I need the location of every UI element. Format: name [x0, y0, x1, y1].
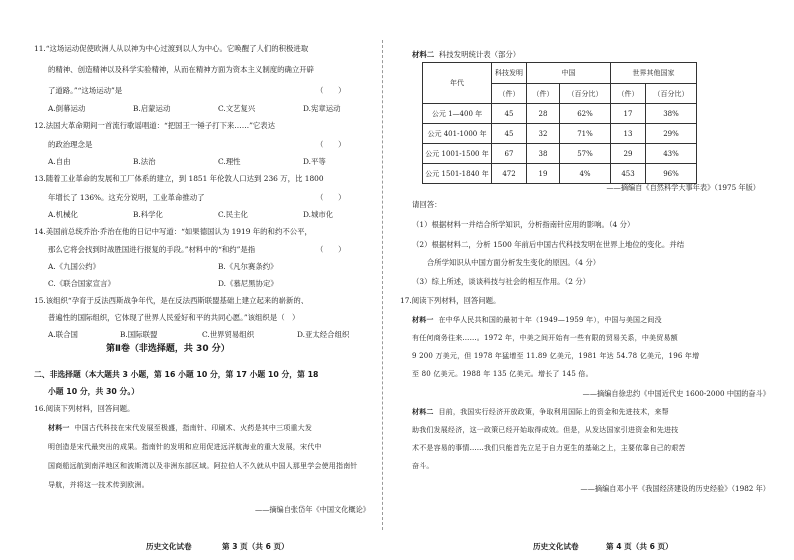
- q16-stem: 16.阅读下列材料，回答问题。: [34, 404, 135, 413]
- section2-heading-line2: 小题 10 分，共 30 分。）: [48, 387, 140, 396]
- q16-sub2: （2）根据材料二，分析 1500 年前后中国古代科技发明在世界上地位的变化。并结: [412, 240, 685, 249]
- q12-option-b[interactable]: B.法治: [133, 157, 156, 166]
- q11-stem-line1: 11.“这场运动促使欧洲人从以神为中心过渡到以人为中心。它唤醒了人们的积极进取: [34, 44, 309, 53]
- q16-material1-source: ——摘编自张岱年《中国文化概论》: [254, 505, 370, 514]
- q12-stem-line1: 12.法国大革命期间一首流行歌谣唱道：“把国王一锤子打下来……”它表达: [34, 121, 276, 130]
- table-group-world: 世界其他国家: [611, 63, 697, 84]
- q11-option-b[interactable]: B.启蒙运动: [133, 104, 171, 113]
- section2-heading-line1: 二、非选择题（本大题共 3 小题，第 16 小题 10 分，第 17 小题 10 分，第 18: [34, 370, 319, 379]
- q17-stem: 17.阅读下列材料，回答问题。: [400, 296, 501, 305]
- table-cell: 29: [611, 144, 646, 164]
- q11-answer-paren[interactable]: （ ）: [316, 86, 346, 95]
- q16-sub3: （3）综上所述，谈谈科技与社会的相互作用。（2 分）: [412, 277, 591, 286]
- table-source: ——摘编自《自然科学大事年表》（1975 年版）: [606, 183, 760, 192]
- table-world-pct-header: （百分比）: [646, 84, 697, 104]
- q17-material1-line4: 至 80 亿美元。1988 年 135 亿美元。增长了 145 倍。: [412, 370, 593, 378]
- q13-option-a[interactable]: A.机械化: [48, 210, 78, 219]
- material2-heading: [412, 50, 520, 60]
- q13-option-c[interactable]: C.民主化: [218, 210, 248, 219]
- table-corner-cell: [423, 63, 492, 104]
- q13-stem-line2: 年增长了 136%。这充分说明，工业革命推动了: [48, 193, 205, 202]
- table-row: [423, 164, 697, 184]
- q17-material1-source: ——摘编自徐忠约《中国近代史 1600-2000 中国的奋斗》: [582, 389, 770, 398]
- material2-title: 科技发明统计表（部分）: [438, 50, 521, 59]
- table-row: [423, 104, 697, 124]
- table-cell: 67: [492, 144, 527, 164]
- q11-option-a[interactable]: A.倒幕运动: [48, 104, 86, 113]
- q16-material1-line1: [48, 421, 312, 436]
- q17-material1-line1: [412, 313, 662, 328]
- q12-option-a[interactable]: A.自由: [48, 157, 71, 166]
- q15-option-c[interactable]: C.世界贸易组织: [202, 330, 255, 339]
- q17-material2-label: 材料二: [412, 408, 434, 416]
- q14-option-c[interactable]: C.《联合国家宣言》: [48, 279, 115, 288]
- table-row: [423, 124, 697, 144]
- table-cell: 453: [611, 164, 646, 184]
- q16-material1-line4: 导航，并将这一技术传到欧洲。: [48, 481, 149, 489]
- q14-answer-paren[interactable]: （ ）: [316, 245, 346, 254]
- q17-material2-line2: 助我们发展经济，这一政策已经开始取得成效。但是，从发达国家引进资金和先进技: [412, 426, 679, 434]
- table-world-count-header: （件）: [611, 84, 646, 104]
- q12-option-d[interactable]: D.平等: [303, 157, 326, 166]
- q17-material2-text1: 目前，我国实行经济开放政策，争取利用国际上的资金和先进技术，来帮: [438, 408, 669, 416]
- table-total-header-line1: 科技发明: [495, 69, 523, 77]
- table-cell: 32: [527, 124, 560, 144]
- q14-stem-line2: 那么它将会找到时战胜国进行报复的手段。”材料中的“和约”是指: [48, 245, 256, 254]
- table-header-row: [423, 63, 697, 84]
- q15-option-d[interactable]: D.亚太经合组织: [297, 330, 350, 339]
- q16-material1-text1: 中国古代科技在宋代发展至极盛，指南针、印刷术、火药是其中三项重大发: [74, 424, 313, 432]
- material2-label: 材料二: [412, 50, 435, 59]
- table-china-count-header: （件）: [527, 84, 560, 104]
- q12-answer-paren[interactable]: （ ）: [316, 140, 346, 149]
- q15-option-b[interactable]: B.国际联盟: [120, 330, 158, 339]
- table-cell: 71%: [560, 124, 611, 144]
- q17-material1-text1: 在中华人民共和国的最初十年（1949—1959 年），中国与美国之间没: [438, 316, 662, 324]
- q16-material1-line3: 国商船远航到南洋地区和波斯湾以及非洲东部区域。阿拉伯人不久就从中国人那里学会使用指南针: [48, 462, 358, 470]
- table-cell: 29%: [646, 124, 697, 144]
- q11-stem-line2: 的精神、创造精神以及科学实验精神，从而在精神方面为资本主义制度的确立开辟: [48, 65, 315, 74]
- q11-option-d[interactable]: D.宪章运动: [303, 104, 341, 113]
- table-cell: 38%: [646, 104, 697, 124]
- footer-right-page: 第 4 页（共 6 页）: [606, 542, 673, 551]
- q13-answer-paren[interactable]: （ ）: [316, 193, 346, 202]
- table-cell: 57%: [560, 144, 611, 164]
- table-cell: 45: [492, 124, 527, 144]
- q17-material1-label: 材料一: [412, 316, 434, 324]
- q15-option-a[interactable]: A.联合国: [48, 330, 78, 339]
- q11-stem-line3: 了道路。”“这场运动”是: [48, 86, 123, 95]
- q11-options: [48, 104, 341, 114]
- q17-material2-line3: 术不是容易的事情……我们只能首先立足于自力更生的基础之上，主要依靠自己的艰苦: [412, 444, 686, 452]
- table-china-pct-header: （百分比）: [560, 84, 611, 104]
- q13-options: [48, 210, 333, 220]
- q11-option-c[interactable]: C.文艺复兴: [218, 104, 256, 113]
- q15-stem-line2: 普遍性的国际组织，它体现了世界人民爱好和平的共同心愿。”该组织是（ ）: [48, 313, 300, 322]
- table-cell: 公元 1001-1500 年: [423, 144, 492, 164]
- table-total-unit: （件）: [492, 84, 527, 104]
- q17-material2-line4: 奋斗。: [412, 462, 434, 470]
- q16-sub1: （1）根据材料一并结合所学知识，分析指南针应用的影响。（4 分）: [412, 220, 635, 229]
- table-cell: 公元 1501-1840 年: [423, 164, 492, 184]
- q15-stem-line1: 15.该组织“孕育于反法西斯战争年代，是在反法西斯联盟基础上建立起来的崭新的、: [34, 296, 309, 305]
- table-total-header: [492, 63, 527, 84]
- ask-label: 请回答：: [412, 200, 442, 209]
- table-corner-label: 年代: [450, 79, 464, 87]
- section2-title: 第Ⅱ卷（非选择题，共 30 分）: [106, 344, 230, 354]
- q13-option-b[interactable]: B.科学化: [133, 210, 163, 219]
- q16-material1-label: 材料一: [48, 424, 70, 432]
- table-cell: 62%: [560, 104, 611, 124]
- q14-options-row1: [48, 262, 278, 272]
- q13-option-d[interactable]: D.城市化: [303, 210, 334, 219]
- q14-stem-line1: 14.美国前总统乔治·乔治在他的日记中写道：“如果德国认为 1919 年的和约不公平，: [34, 227, 312, 236]
- table-cell: 17: [611, 104, 646, 124]
- table-cell: 公元 401-1000 年: [423, 124, 492, 144]
- table-group-china: 中国: [527, 63, 611, 84]
- invention-stats-table: [422, 62, 697, 184]
- table-cell: 472: [492, 164, 527, 184]
- table-cell: 公元 1—400 年: [423, 104, 492, 124]
- q16-material1-line2: 明创造是宋代最突出的成果。指南针的发明和应用促进远洋航海业的重大发展，宋代中: [48, 443, 322, 451]
- q14-options-row2: [48, 279, 278, 289]
- table-cell: 13: [611, 124, 646, 144]
- table-cell: 43%: [646, 144, 697, 164]
- q12-stem-line2: 的政治理念是: [48, 140, 93, 149]
- q17-material2-source: ——摘编自邓小平《我国经济建设的历史经验》（1982 年）: [580, 484, 770, 493]
- table-cell: 96%: [646, 164, 697, 184]
- q17-material2-line1: [412, 405, 669, 420]
- table-cell: 19: [527, 164, 560, 184]
- q16-sub2-cont: 合所学知识从中国方面分析发生变化的原因。（4 分）: [412, 258, 601, 267]
- q17-material1-line3: 9 200 万美元，但 1978 年猛增至 11.89 亿美元，1981 年达 54.78 亿美元，196 年增: [412, 352, 700, 360]
- table-cell: 28: [527, 104, 560, 124]
- q13-stem-line1: 13.随着工业革命的发展和工厂体系的建立，到 1851 年伦敦人口达到 236 万，比 1800: [34, 174, 324, 183]
- footer-left-page: 第 3 页（共 6 页）: [222, 542, 289, 551]
- table-cell: 45: [492, 104, 527, 124]
- q14-option-d[interactable]: D.《慕尼黑协定》: [218, 279, 278, 288]
- q17-material1-line2: 有任何商务往来……。1972 年，中美之间开始有一些有限的贸易关系，中美贸易额: [412, 334, 678, 342]
- q14-option-a[interactable]: A.《九国公约》: [48, 262, 101, 271]
- table-row: [423, 144, 697, 164]
- table-cell: 38: [527, 144, 560, 164]
- table-cell: 4%: [560, 164, 611, 184]
- footer-left-subject: 历史文化试卷: [146, 542, 192, 551]
- q12-options: [48, 157, 326, 167]
- q12-option-c[interactable]: C.理性: [218, 157, 241, 166]
- q15-options: [48, 330, 349, 340]
- q14-option-b[interactable]: B.《凡尔赛条约》: [218, 262, 278, 271]
- footer-right-subject: 历史文化试卷: [533, 542, 579, 551]
